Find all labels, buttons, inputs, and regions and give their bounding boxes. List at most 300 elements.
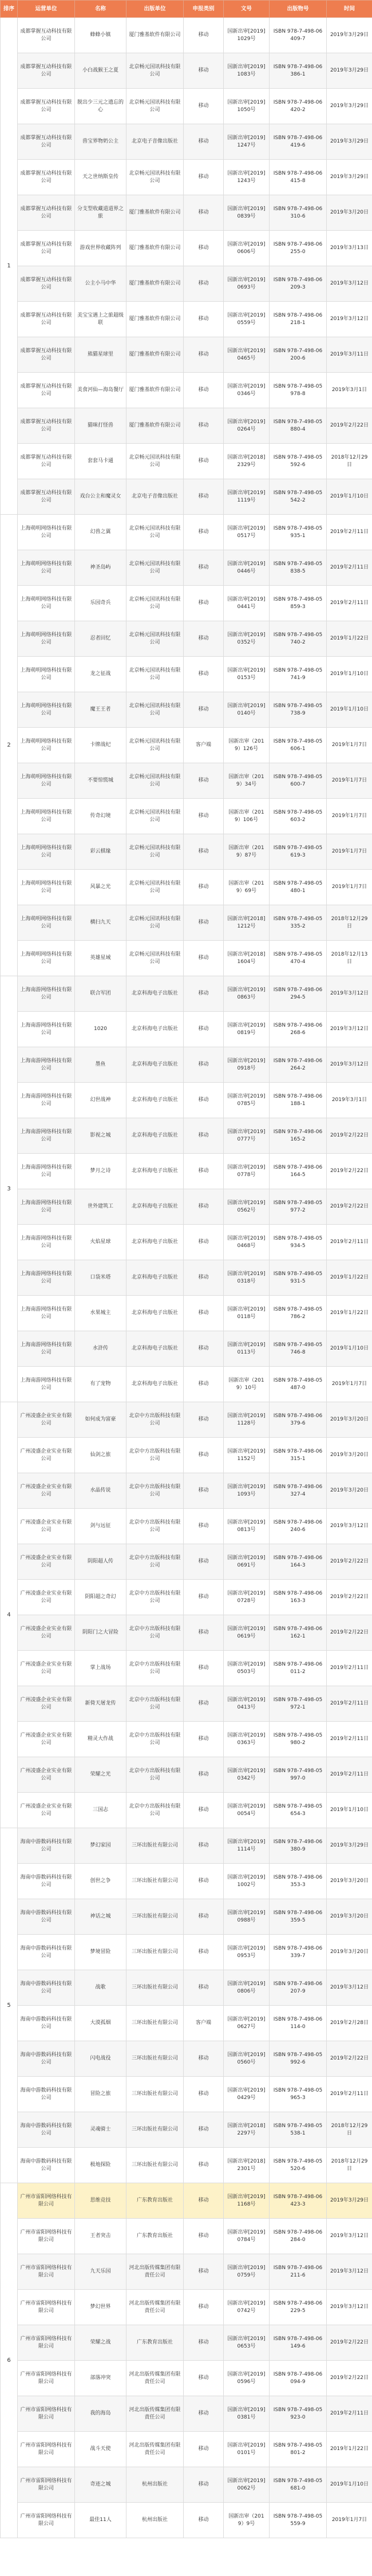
cell-category: 客户端 — [184, 728, 224, 763]
cell-operator: 上海南游网络科技有限公司 — [18, 1047, 75, 1083]
table-row — [1, 1225, 372, 1260]
cell-category: 移动 — [184, 799, 224, 834]
cell-name: 龙之征战 — [75, 657, 126, 692]
cell-approval-no: 国新出审[2019]0054号 — [224, 1793, 270, 1828]
cell-operator: 上海萌明网络科技有限公司 — [18, 657, 75, 692]
cell-name: 猫咪打怪兽 — [75, 408, 126, 444]
cell-category: 移动 — [184, 657, 224, 692]
cell-approval-no: 国新出审（2019）10号 — [224, 1367, 270, 1402]
cell-isbn: ISBN 978-7-498-06420-2 — [270, 89, 327, 124]
cell-operator: 广州市雷阳网络科技有限公司 — [18, 2219, 75, 2254]
cell-operator: 海南中游数码科技有限公司 — [18, 1935, 75, 1970]
cell-category: 移动 — [184, 1331, 224, 1367]
cell-publisher: 北京畅元国讯科技有限公司 — [126, 905, 184, 941]
cell-approval-no: 国新出审[2019]0342号 — [224, 1757, 270, 1793]
table-row — [1, 1402, 372, 1438]
cell-isbn: ISBN 978-7-498-05997-0 — [270, 1757, 327, 1793]
cell-publisher: 厦门雅基软件有限公司 — [126, 302, 184, 337]
cell-isbn: ISBN 978-7-498-05738-9 — [270, 692, 327, 728]
cell-date: 2019年2月11日 — [327, 1722, 372, 1757]
table-row — [1, 1615, 372, 1651]
cell-name: 闪电战役 — [75, 2041, 126, 2077]
table-row — [1, 2361, 372, 2396]
cell-publisher: 三环出版社有限公司 — [126, 2148, 184, 2183]
cell-name: 幻世战神 — [75, 1083, 126, 1118]
cell-isbn: ISBN 978-7-498-06327-4 — [270, 1473, 327, 1509]
cell-isbn: ISBN 978-7-498-05978-8 — [270, 373, 327, 408]
cell-name: 创世之争 — [75, 1864, 126, 1899]
cell-isbn: ISBN 978-7-498-05538-1 — [270, 2112, 327, 2148]
table-row — [1, 1296, 372, 1331]
cell-isbn: ISBN 978-7-498-05654-3 — [270, 1793, 327, 1828]
cell-approval-no: 国新出审[2019]0863号 — [224, 976, 270, 1012]
cell-date: 2019年2月22日 — [327, 1189, 372, 1225]
cell-date: 2019年1月22日 — [327, 2432, 372, 2467]
table-row — [1, 1899, 372, 1935]
cell-category: 移动 — [184, 195, 224, 231]
cell-category: 移动 — [184, 444, 224, 479]
cell-date: 2019年1月10日 — [327, 1331, 372, 1367]
cell-category: 移动 — [184, 2325, 224, 2361]
cell-approval-no: 国新出审[2019]1083号 — [224, 53, 270, 89]
cell-name: 传奇幻境 — [75, 799, 126, 834]
cell-approval-no: 国新出审[2019]0953号 — [224, 1935, 270, 1970]
cell-approval-no: 国新出审[2019]0429号 — [224, 2077, 270, 2112]
cell-isbn: ISBN 978-7-498-06255-0 — [270, 231, 327, 266]
table-row — [1, 1118, 372, 1154]
cell-operator: 上海南游网络科技有限公司 — [18, 1189, 75, 1225]
cell-name: 最佳11人 — [75, 2503, 126, 2538]
cell-isbn: ISBN 978-7-498-06229-5 — [270, 2290, 327, 2325]
cell-operator: 广州凌盛企业实业有限公司 — [18, 1686, 75, 1722]
cell-date: 2019年3月12日 — [327, 976, 372, 1012]
cell-operator: 上海萌明网络科技有限公司 — [18, 550, 75, 586]
cell-name: 九天乐园 — [75, 2254, 126, 2290]
table-row — [1, 1189, 372, 1225]
cell-operator: 广州市雷阳网络科技有限公司 — [18, 2290, 75, 2325]
cell-operator: 海南中游数码科技有限公司 — [18, 2112, 75, 2148]
cell-publisher: 北京科海电子出版社 — [126, 976, 184, 1012]
cell-category: 移动 — [184, 1615, 224, 1651]
header-operator: 运营单位 — [18, 1, 75, 18]
cell-name: 水浒传 — [75, 1331, 126, 1367]
cell-isbn: ISBN 978-7-498-06011-2 — [270, 1651, 327, 1686]
cell-isbn: ISBN 978-7-498-06218-1 — [270, 302, 327, 337]
cell-category: 移动 — [184, 266, 224, 302]
table-row — [1, 586, 372, 621]
cell-publisher: 北京科海电子出版社 — [126, 1083, 184, 1118]
cell-isbn: ISBN 978-7-498-06165-2 — [270, 1118, 327, 1154]
header-name: 名称 — [75, 1, 126, 18]
cell-operator: 上海萌明网络科技有限公司 — [18, 692, 75, 728]
cell-date: 2019年2月11日 — [327, 550, 372, 586]
cell-date: 2019年3月13日 — [327, 231, 372, 266]
cell-operator: 上海萌明网络科技有限公司 — [18, 621, 75, 657]
cell-category: 移动 — [184, 1686, 224, 1722]
cell-category: 移动 — [184, 89, 224, 124]
cell-operator: 广州凌盛企业实业有限公司 — [18, 1793, 75, 1828]
cell-publisher: 杭州出版社 — [126, 2467, 184, 2503]
cell-approval-no: 国新出审[2018]2329号 — [224, 444, 270, 479]
cell-isbn: ISBN 978-7-498-05592-6 — [270, 444, 327, 479]
cell-operator: 广州凌盛企业实业有限公司 — [18, 1757, 75, 1793]
cell-name: 战歌 — [75, 1970, 126, 2006]
cell-operator: 上海萌明网络科技有限公司 — [18, 515, 75, 550]
cell-category: 移动 — [184, 1189, 224, 1225]
cell-date: 2019年1月7日 — [327, 1367, 372, 1402]
cell-approval-no: 国新出审[2019]0819号 — [224, 1012, 270, 1047]
cell-name: 神话之城 — [75, 1899, 126, 1935]
cell-publisher: 北京中方出版科技有限公司 — [126, 1544, 184, 1580]
cell-isbn: ISBN 978-7-498-05965-3 — [270, 2077, 327, 2112]
table-row — [1, 1367, 372, 1402]
cell-operator: 海南中游数码科技有限公司 — [18, 2077, 75, 2112]
table-row — [1, 2396, 372, 2432]
cell-publisher: 北京中方出版科技有限公司 — [126, 1438, 184, 1473]
cell-publisher: 北京中方出版科技有限公司 — [126, 1402, 184, 1438]
cell-approval-no: 国新出审[2019]0562号 — [224, 1189, 270, 1225]
cell-category: 移动 — [184, 1864, 224, 1899]
cell-publisher: 北京畅元国讯科技有限公司 — [126, 941, 184, 976]
cell-isbn: ISBN 978-7-498-06419-6 — [270, 124, 327, 160]
cell-name: 美食河仙—海岛餐厅 — [75, 373, 126, 408]
cell-isbn: ISBN 978-7-498-05880-4 — [270, 408, 327, 444]
cell-operator: 上海南游网络科技有限公司 — [18, 1367, 75, 1402]
cell-approval-no: 国新出审（2019）9号 — [224, 2503, 270, 2538]
cell-date: 2018年12月29日 — [327, 2148, 372, 2183]
table-row — [1, 834, 372, 870]
cell-operator: 上海萌明网络科技有限公司 — [18, 799, 75, 834]
cell-category: 移动 — [184, 1580, 224, 1615]
cell-category: 移动 — [184, 1828, 224, 1864]
cell-category: 移动 — [184, 941, 224, 976]
cell-name: 三国志 — [75, 1793, 126, 1828]
cell-name: 套套马卡通 — [75, 444, 126, 479]
cell-category: 移动 — [184, 763, 224, 799]
cell-operator: 广州市雷阳网络科技有限公司 — [18, 2467, 75, 2503]
cell-isbn: ISBN 978-7-498-06409-7 — [270, 18, 327, 53]
cell-publisher: 北京中方出版科技有限公司 — [126, 1686, 184, 1722]
cell-operator: 上海南游网络科技有限公司 — [18, 1225, 75, 1260]
cell-name: 乐园奇兵 — [75, 586, 126, 621]
cell-category: 移动 — [184, 1296, 224, 1331]
table-header-row — [1, 1, 372, 18]
cell-category: 移动 — [184, 1260, 224, 1296]
cell-publisher: 河北出版传媒集团有限责任公司 — [126, 2432, 184, 2467]
cell-name: 掌上战场 — [75, 1651, 126, 1686]
cell-isbn: ISBN 978-7-498-05980-2 — [270, 1722, 327, 1757]
cell-category: 移动 — [184, 2361, 224, 2396]
table-row — [1, 2041, 372, 2077]
cell-name: 火焰星球 — [75, 1225, 126, 1260]
cell-operator: 成都掌握互动科技有限公司 — [18, 18, 75, 53]
cell-date: 2019年3月12日 — [327, 302, 372, 337]
cell-isbn: ISBN 978-7-498-06315-1 — [270, 1438, 327, 1473]
cell-date: 2019年2月11日 — [327, 1651, 372, 1686]
cell-name: 口袋米塔 — [75, 1260, 126, 1296]
cell-name: 阴阳超之奇幻 — [75, 1580, 126, 1615]
cell-publisher: 北京科海电子出版社 — [126, 1225, 184, 1260]
cell-approval-no: 国新出审[2019]0113号 — [224, 1331, 270, 1367]
cell-approval-no: 国新出审[2019]0318号 — [224, 1260, 270, 1296]
cell-name: 世外建筑工 — [75, 1189, 126, 1225]
cell-name: 剑与远征 — [75, 1509, 126, 1544]
group-rank: 5 — [1, 1828, 18, 2183]
table-row — [1, 728, 372, 763]
cell-operator: 广州市雷阳网络科技有限公司 — [18, 2396, 75, 2432]
cell-publisher: 厦门雅基软件有限公司 — [126, 18, 184, 53]
cell-name: 水果城主 — [75, 1296, 126, 1331]
cell-date: 2019年3月12日 — [327, 2219, 372, 2254]
cell-publisher: 北京畅元国讯科技有限公司 — [126, 763, 184, 799]
cell-publisher: 厦门雅基软件有限公司 — [126, 373, 184, 408]
cell-publisher: 河北出版传媒集团有限责任公司 — [126, 2396, 184, 2432]
cell-operator: 上海南游网络科技有限公司 — [18, 1331, 75, 1367]
table-row — [1, 2148, 372, 2183]
cell-isbn: ISBN 978-7-498-06423-3 — [270, 2183, 327, 2219]
cell-isbn: ISBN 978-7-498-06149-6 — [270, 2325, 327, 2361]
cell-name: 我的海岛 — [75, 2396, 126, 2432]
cell-operator: 海南中游数码科技有限公司 — [18, 1828, 75, 1864]
cell-publisher: 北京畅元国讯科技有限公司 — [126, 53, 184, 89]
cell-date: 2019年1月10日 — [327, 1793, 372, 1828]
cell-isbn: ISBN 978-7-498-06284-0 — [270, 2219, 327, 2254]
cell-publisher: 北京畅元国讯科技有限公司 — [126, 515, 184, 550]
cell-date: 2019年2月11日 — [327, 586, 372, 621]
cell-approval-no: 国新出审[2019]0728号 — [224, 1580, 270, 1615]
cell-approval-no: 国新出审[2019]0118号 — [224, 1296, 270, 1331]
cell-isbn: ISBN 978-7-498-05972-1 — [270, 1686, 327, 1722]
cell-publisher: 厦门雅基软件有限公司 — [126, 195, 184, 231]
cell-publisher: 河北出版传媒集团有限责任公司 — [126, 2361, 184, 2396]
cell-operator: 成都掌握互动科技有限公司 — [18, 53, 75, 89]
cell-isbn: ISBN 978-7-498-05603-2 — [270, 799, 327, 834]
cell-approval-no: 国新出审[2019]1152号 — [224, 1438, 270, 1473]
cell-publisher: 厦门雅基软件有限公司 — [126, 266, 184, 302]
cell-operator: 成都掌握互动科技有限公司 — [18, 160, 75, 195]
cell-date: 2019年3月29日 — [327, 89, 372, 124]
cell-isbn: ISBN 978-7-498-06209-3 — [270, 266, 327, 302]
group-rank: 6 — [1, 2183, 18, 2538]
header-category: 申报类别 — [184, 1, 224, 18]
cell-operator: 上海南游网络科技有限公司 — [18, 1260, 75, 1296]
header-rank: 排序 — [1, 1, 18, 18]
table-row — [1, 1509, 372, 1544]
cell-operator: 成都掌握互动科技有限公司 — [18, 231, 75, 266]
cell-publisher: 北京电子音像出版社 — [126, 124, 184, 160]
cell-category: 移动 — [184, 1793, 224, 1828]
cell-operator: 广州凌盛企业实业有限公司 — [18, 1615, 75, 1651]
cell-approval-no: 国新出审[2019]0606号 — [224, 231, 270, 266]
cell-name: 游戏世界收藏阵列 — [75, 231, 126, 266]
cell-category: 移动 — [184, 1367, 224, 1402]
cell-name: 英雄星域 — [75, 941, 126, 976]
cell-operator: 上海萌明网络科技有限公司 — [18, 586, 75, 621]
table-row — [1, 337, 372, 373]
cell-isbn: ISBN 978-7-498-05681-0 — [270, 2467, 327, 2503]
table-row — [1, 621, 372, 657]
cell-category: 移动 — [184, 1402, 224, 1438]
cell-date: 2019年1月7日 — [327, 728, 372, 763]
cell-publisher: 北京科海电子出版社 — [126, 1189, 184, 1225]
cell-publisher: 北京科海电子出版社 — [126, 1331, 184, 1367]
cell-name: 大漠孤烟 — [75, 2006, 126, 2041]
cell-date: 2019年3月29日 — [327, 2183, 372, 2219]
header-publisher: 出版单位 — [126, 1, 184, 18]
cell-category: 移动 — [184, 2503, 224, 2538]
cell-publisher: 北京畅元国讯科技有限公司 — [126, 550, 184, 586]
table-row — [1, 160, 372, 195]
cell-publisher: 广东教育出版社 — [126, 2325, 184, 2361]
cell-approval-no: 国新出审[2018]2301号 — [224, 2148, 270, 2183]
cell-approval-no: 国新出审[2019]1247号 — [224, 124, 270, 160]
cell-category: 移动 — [184, 408, 224, 444]
cell-isbn: ISBN 978-7-498-06359-5 — [270, 1899, 327, 1935]
cell-isbn: ISBN 978-7-498-06207-9 — [270, 1970, 327, 2006]
cell-isbn: ISBN 978-7-498-05992-6 — [270, 2041, 327, 2077]
cell-name: 部落冲突 — [75, 2361, 126, 2396]
cell-approval-no: 国新出审[2019]1114号 — [224, 1828, 270, 1864]
cell-category: 移动 — [184, 1438, 224, 1473]
cell-isbn: ISBN 978-7-498-06268-6 — [270, 1012, 327, 1047]
cell-approval-no: 国新出审[2019]0627号 — [224, 2006, 270, 2041]
cell-approval-no: 国新出审[2019]0503号 — [224, 1651, 270, 1686]
cell-date: 2019年1月10日 — [327, 479, 372, 515]
table-row — [1, 266, 372, 302]
cell-operator: 上海萌明网络科技有限公司 — [18, 834, 75, 870]
cell-approval-no: 国新出审[2019]0691号 — [224, 1544, 270, 1580]
cell-date: 2018年12月13日 — [327, 941, 372, 976]
cell-name: 天之世纳斯皇传 — [75, 160, 126, 195]
cell-approval-no: 国新出审（2019）69号 — [224, 870, 270, 905]
cell-approval-no: 国新出审[2019]0517号 — [224, 515, 270, 550]
cell-name: 1020 — [75, 1012, 126, 1047]
group-rank: 1 — [1, 18, 18, 515]
cell-publisher: 三环出版社有限公司 — [126, 1828, 184, 1864]
cell-operator: 上海萌明网络科技有限公司 — [18, 905, 75, 941]
cell-operator: 广州市雷阳网络科技有限公司 — [18, 2432, 75, 2467]
cell-isbn: ISBN 978-7-498-06415-8 — [270, 160, 327, 195]
cell-name: 新倚天屠龙传 — [75, 1686, 126, 1722]
cell-isbn: ISBN 978-7-498-05335-2 — [270, 905, 327, 941]
group-rank: 4 — [1, 1402, 18, 1828]
cell-operator: 广州市雷阳网络科技有限公司 — [18, 2254, 75, 2290]
cell-name: 梦月之诗 — [75, 1154, 126, 1189]
cell-category: 移动 — [184, 1012, 224, 1047]
cell-category: 移动 — [184, 834, 224, 870]
cell-category: 移动 — [184, 2041, 224, 2077]
cell-name: 戏台公主和魔灵女 — [75, 479, 126, 515]
cell-date: 2019年1月22日 — [327, 1260, 372, 1296]
cell-date: 2019年3月12日 — [327, 1509, 372, 1544]
table-row — [1, 1047, 372, 1083]
cell-approval-no: 国新出审[2019]0560号 — [224, 2041, 270, 2077]
cell-category: 客户端 — [184, 2006, 224, 2041]
cell-name: 幻兽之翼 — [75, 515, 126, 550]
cell-approval-no: 国新出审[2019]1093号 — [224, 1473, 270, 1509]
cell-publisher: 北京畅元国讯科技有限公司 — [126, 728, 184, 763]
cell-publisher: 北京中方出版科技有限公司 — [126, 1509, 184, 1544]
cell-publisher: 北京中方出版科技有限公司 — [126, 1722, 184, 1757]
cell-approval-no: 国新出审[2019]0062号 — [224, 2467, 270, 2503]
cell-operator: 广州市雷阳网络科技有限公司 — [18, 2325, 75, 2361]
cell-category: 移动 — [184, 1225, 224, 1260]
cell-date: 2019年2月22日 — [327, 2041, 372, 2077]
table-row — [1, 195, 372, 231]
cell-operator: 广州凌盛企业实业有限公司 — [18, 1722, 75, 1757]
table-row — [1, 89, 372, 124]
cell-approval-no: 国新出审[2019]0346号 — [224, 373, 270, 408]
cell-approval-no: 国新出审[2019]0381号 — [224, 2396, 270, 2432]
cell-isbn: ISBN 978-7-498-05977-2 — [270, 1189, 327, 1225]
cell-operator: 上海南游网络科技有限公司 — [18, 1154, 75, 1189]
cell-publisher: 三环出版社有限公司 — [126, 1864, 184, 1899]
table-row — [1, 2290, 372, 2325]
cell-category: 移动 — [184, 976, 224, 1012]
cell-name: 墨鱼 — [75, 1047, 126, 1083]
cell-approval-no: 国新出审[2019]0777号 — [224, 1118, 270, 1154]
table-row — [1, 515, 372, 550]
cell-approval-no: 国新出审[2019]0918号 — [224, 1047, 270, 1083]
cell-operator: 广州凌盛企业实业有限公司 — [18, 1438, 75, 1473]
cell-date: 2019年3月20日 — [327, 1864, 372, 1899]
cell-operator: 上海南游网络科技有限公司 — [18, 976, 75, 1012]
cell-date: 2019年3月20日 — [327, 1935, 372, 1970]
cell-name: 梦幻世界 — [75, 2290, 126, 2325]
cell-name: 横扫九天 — [75, 905, 126, 941]
table-row — [1, 302, 372, 337]
cell-publisher: 广东教育出版社 — [126, 2219, 184, 2254]
cell-isbn: ISBN 978-7-498-05542-2 — [270, 479, 327, 515]
cell-date: 2019年3月1日 — [327, 373, 372, 408]
cell-date: 2019年2月11日 — [327, 2077, 372, 2112]
cell-approval-no: 国新出审[2019]1029号 — [224, 18, 270, 53]
cell-name: 梦境冒险 — [75, 1935, 126, 1970]
table-row — [1, 692, 372, 728]
header-approval-no: 文号 — [224, 1, 270, 18]
cell-approval-no: 国新出审[2019]0806号 — [224, 1970, 270, 2006]
cell-operator: 成都掌握互动科技有限公司 — [18, 408, 75, 444]
cell-name: 荣耀之光 — [75, 1757, 126, 1793]
cell-name: 脱出少三元之遗忘的心 — [75, 89, 126, 124]
cell-name: 不要惊慌城 — [75, 763, 126, 799]
cell-approval-no: 国新出审[2019]0413号 — [224, 1686, 270, 1722]
cell-publisher: 河北出版传媒集团有限责任公司 — [126, 2290, 184, 2325]
group-rank: 3 — [1, 976, 18, 1402]
table-row — [1, 763, 372, 799]
cell-category: 移动 — [184, 2432, 224, 2467]
table-row — [1, 1438, 372, 1473]
cell-isbn: ISBN 978-7-498-06339-7 — [270, 1935, 327, 1970]
cell-publisher: 北京中方出版科技有限公司 — [126, 1651, 184, 1686]
cell-operator: 海南中游数码科技有限公司 — [18, 2006, 75, 2041]
cell-isbn: ISBN 978-7-498-05487-0 — [270, 1367, 327, 1402]
cell-publisher: 北京科海电子出版社 — [126, 1367, 184, 1402]
cell-category: 移动 — [184, 1083, 224, 1118]
cell-date: 2019年3月29日 — [327, 53, 372, 89]
cell-publisher: 北京科海电子出版社 — [126, 1012, 184, 1047]
cell-isbn: ISBN 978-7-498-05931-5 — [270, 1260, 327, 1296]
cell-approval-no: 国新出审[2019]0446号 — [224, 550, 270, 586]
cell-name: 忍者回忆 — [75, 621, 126, 657]
cell-date: 2019年2月22日 — [327, 1615, 372, 1651]
cell-operator: 上海南游网络科技有限公司 — [18, 1296, 75, 1331]
cell-date: 2019年2月11日 — [327, 1225, 372, 1260]
cell-operator: 成都掌握互动科技有限公司 — [18, 444, 75, 479]
cell-category: 移动 — [184, 1899, 224, 1935]
cell-approval-no: 国新出审[2019]0441号 — [224, 586, 270, 621]
cell-operator: 上海萌明网络科技有限公司 — [18, 728, 75, 763]
